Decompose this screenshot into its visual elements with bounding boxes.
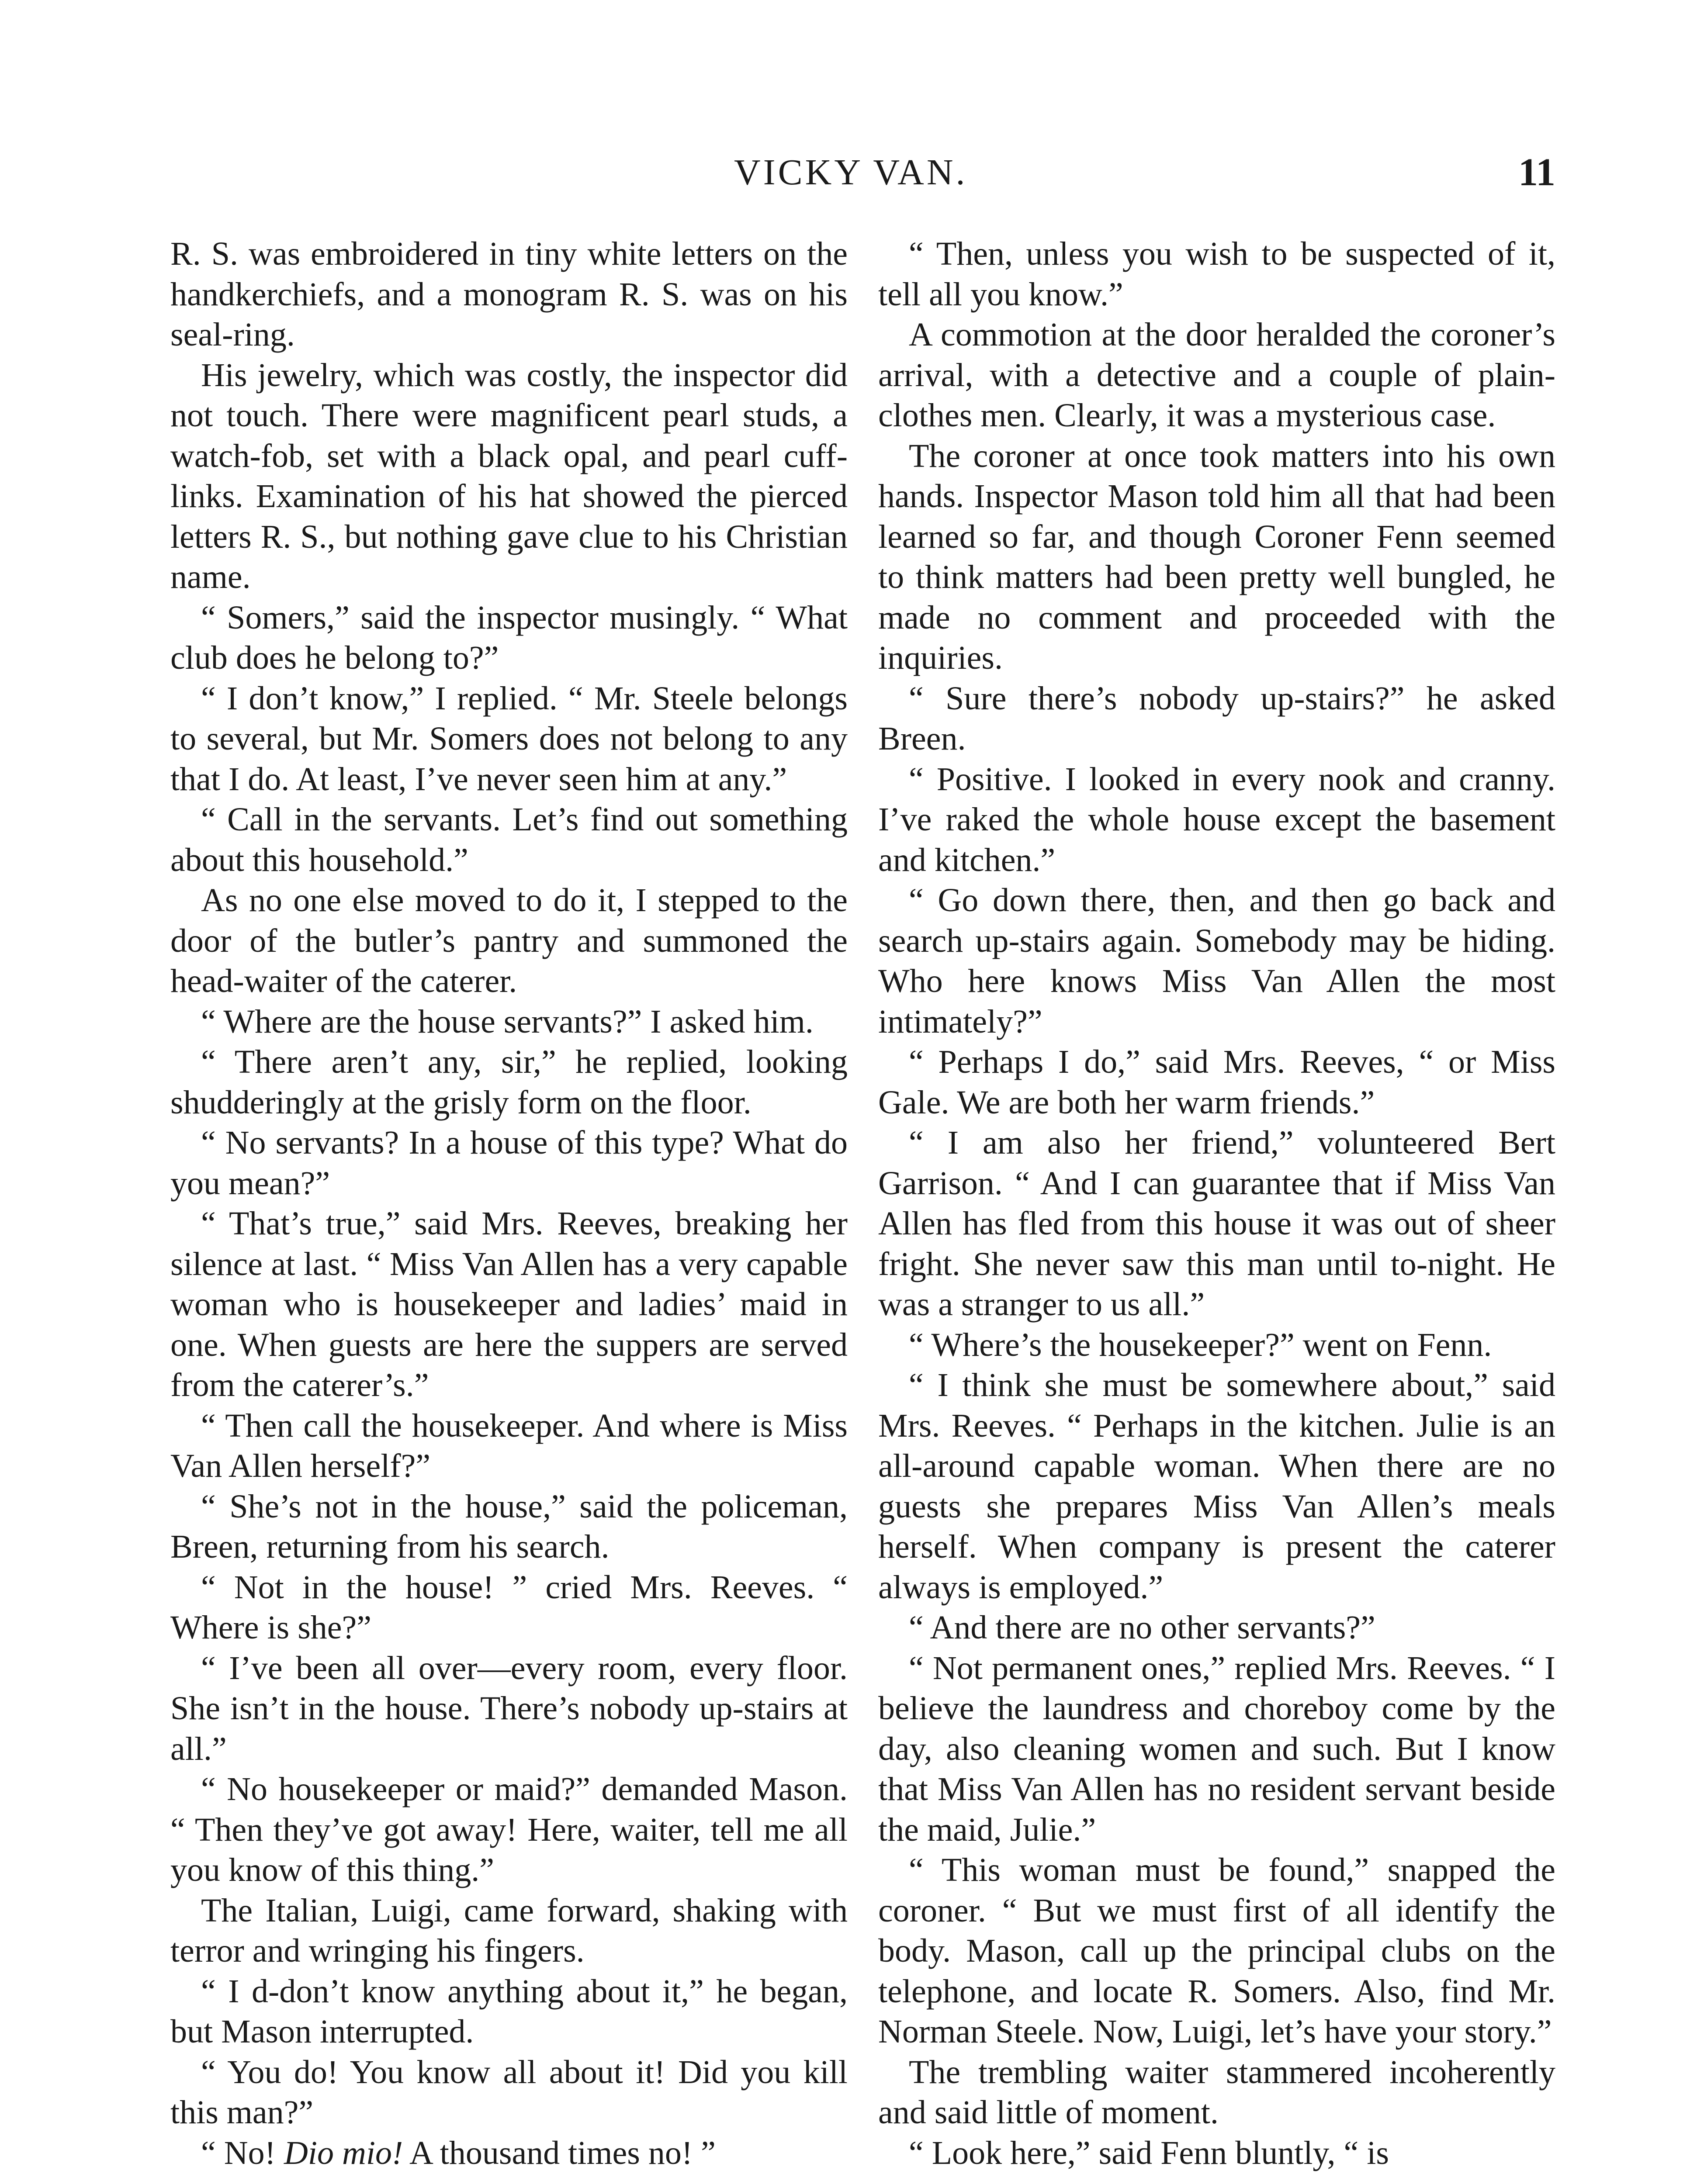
paragraph: The trembling waiter stammered incoherently and said little of moment.: [878, 2053, 1555, 2131]
paragraph: “ Then, unless you wish to be suspected of it, tell all you know.”: [878, 235, 1555, 313]
paragraph: A commotion at the door heralded the coroner’s arrival, with a detective and a couple of plain-clothes men. Clearly, it was a mysterious case.: [878, 316, 1555, 434]
paragraph: His jewelry, which was costly, the inspector did not touch. There were magnificent pearl studs, a watch-fob, set with a black opal, and pearl cuff-links. Examination of his hat showed the pierced letters R. S., but nothing gave clue to his Christian name.: [170, 356, 848, 595]
paragraph: “ No housekeeper or maid?” demanded Mason. “ Then they’ve got away! Here, waiter, tell me all you know of this thing.”: [170, 1771, 848, 1888]
paragraph: As no one else moved to do it, I stepped to the door of the butler’s pantry and summoned the head-waiter of the caterer.: [170, 882, 848, 999]
text-run: “ No!: [201, 2134, 284, 2171]
paragraph: The coroner at once took matters into his own hands. Inspector Mason told him all that had been learned so far, and though Coroner Fenn seemed to think matters had been pretty well bungled, he made no comment and proceeded with the inquiries.: [878, 437, 1555, 676]
paragraph: “ She’s not in the house,” said the policeman, Breen, returning from his search.: [170, 1488, 848, 1565]
paragraph: “ You do! You know all about it! Did you kill this man?”: [170, 2053, 848, 2131]
paragraph: “ Go down there, then, and then go back and search up-stairs again. Somebody may be hiding. Who here knows Miss Van Allen the most intimately?”: [878, 882, 1555, 1040]
text-run: A thousand times no! ”: [403, 2134, 716, 2171]
paragraph: “ I am also her friend,” volunteered Bert Garrison. “ And I can guarantee that if Miss Van Allen has fled from this house it was out of sheer fright. She never saw this man until to-night. He was a stranger to us all.”: [878, 1124, 1555, 1323]
paragraph: “ Call in the servants. Let’s find out something about this household.”: [170, 801, 848, 878]
paragraph: “ That’s true,” said Mrs. Reeves, breaking her silence at last. “ Miss Van Allen has a very capable woman who is housekeeper and ladies’ maid in one. When guests are here the suppers are served from the caterer’s.”: [170, 1205, 848, 1403]
right-column: [878, 234, 1555, 2173]
paragraph: “ Positive. I looked in every nook and cranny. I’ve raked the whole house except the basement and kitchen.”: [878, 760, 1555, 878]
paragraph: “ I don’t know,” I replied. “ Mr. Steele belongs to several, but Mr. Somers does not belong to any that I do. At least, I’ve never seen him at any.”: [170, 680, 848, 798]
running-title: VICKY VAN.: [734, 152, 968, 193]
paragraph: “ Sure there’s nobody up-stairs?” he asked Breen.: [878, 680, 1555, 757]
paragraph: “ I think she must be somewhere about,” said Mrs. Reeves. “ Perhaps in the kitchen. Julie is an all-around capable woman. When there are no guests she prepares Miss Van Allen’s meals herself. When company is present the caterer always is employed.”: [878, 1367, 1555, 1606]
paragraph: “ Then call the housekeeper. And where is Miss Van Allen herself?”: [170, 1407, 848, 1484]
page-header: [170, 149, 1555, 201]
paragraph: “ Not in the house! ” cried Mrs. Reeves. “ Where is she?”: [170, 1569, 848, 1646]
left-column: [170, 234, 848, 2173]
paragraph: “ There aren’t any, sir,” he replied, looking shudderingly at the grisly form on the floor.: [170, 1044, 848, 1121]
paragraph: The Italian, Luigi, came forward, shaking with terror and wringing his fingers.: [170, 1892, 848, 1969]
paragraph: “ I d-don’t know anything about it,” he began, but Mason interrupted.: [170, 1973, 848, 2050]
paragraph: “ No servants? In a house of this type? What do you mean?”: [170, 1124, 848, 1202]
paragraph: “ I’ve been all over—every room, every floor. She isn’t in the house. There’s nobody up-stairs at all.”: [170, 1649, 848, 1767]
paragraph: “ Look here,” said Fenn bluntly, “ is: [909, 2134, 1389, 2171]
italic-phrase: Dio mio!: [284, 2134, 403, 2171]
paragraph: “ Where are the house servants?” I asked him.: [201, 1003, 814, 1040]
paragraph: R. S. was embroidered in tiny white letters on the handkerchiefs, and a monogram R. S. was on his seal-ring.: [170, 235, 848, 353]
paragraph: “ Somers,” said the inspector musingly. “ What club does he belong to?”: [170, 599, 848, 676]
paragraph: “ Where’s the housekeeper?” went on Fenn.: [909, 1326, 1492, 1363]
paragraph: “ This woman must be found,” snapped the coroner. “ But we must first of all identify the body. Mason, call up the principal clubs on the telephone, and locate R. Somers. Also, find Mr. Norman Steele. Now, Luigi, let’s have your story.”: [878, 1852, 1555, 2050]
paragraph-last: [170, 2133, 848, 2174]
paragraph: “ Perhaps I do,” said Mrs. Reeves, “ or Miss Gale. We are both her warm friends.”: [878, 1044, 1555, 1121]
page-number: 11: [1518, 151, 1555, 194]
paragraph: “ Not permanent ones,” replied Mrs. Reeves. “ I believe the laundress and choreboy come by the day, also cleaning women and such. But I know that Miss Van Allen has no resident servant beside the maid, Julie.”: [878, 1649, 1555, 1848]
paragraph: “ And there are no other servants?”: [909, 1609, 1375, 1646]
